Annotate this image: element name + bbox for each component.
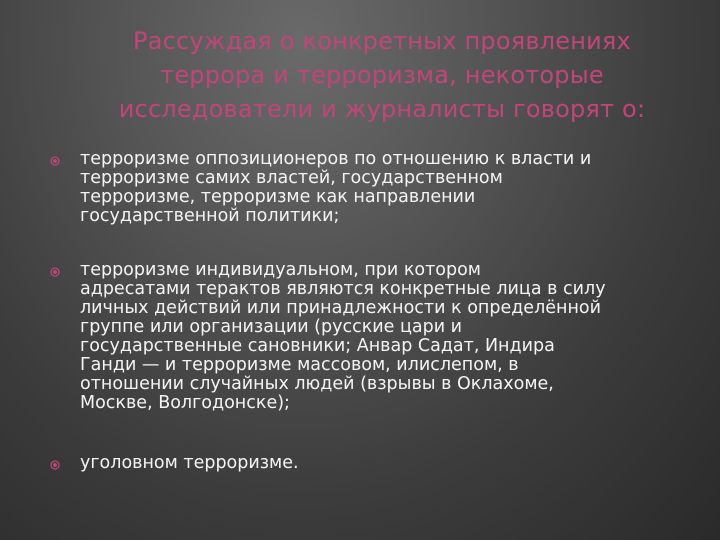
item-text <box>80 454 680 473</box>
circle-bullet-icon <box>50 460 60 470</box>
text-line: терроризме самих властей, государственном <box>80 168 503 188</box>
item-text <box>80 261 680 413</box>
title-line: исследователи и журналисты говорят о: <box>118 95 646 123</box>
circle-bullet-icon <box>50 267 60 277</box>
text-line: уголовном терроризме. <box>80 453 299 473</box>
title-line: террора и терроризма, некоторые <box>160 61 604 89</box>
text-line: Ганди — и терроризме массовом, илислепом, в <box>80 355 519 375</box>
text-line: государственной политики; <box>80 206 340 226</box>
text-line: отношении случайных людей (взрывы в Оклахоме, <box>80 374 554 394</box>
text-line: терроризме индивидуальном, при котором <box>80 260 482 280</box>
text-line: государственные сановники; Анвар Садат, Индира <box>80 336 555 356</box>
circle-bullet-icon <box>50 156 60 166</box>
text-line: терроризме, терроризме как направлении <box>80 187 476 207</box>
text-line: группе или организации (русские цари и <box>80 317 463 337</box>
slide-title <box>88 24 676 126</box>
text-line: адресатами терактов являются конкретные лица в силу <box>80 279 606 299</box>
text-line: личных действий или принадлежности к определённой <box>80 298 601 318</box>
item-text <box>80 150 680 226</box>
title-line: Рассуждая о конкретных проявлениях <box>133 27 631 55</box>
text-line: Москве, Волгодонске); <box>80 393 290 413</box>
text-line: терроризме оппозиционеров по отношению к власти и <box>80 149 592 169</box>
